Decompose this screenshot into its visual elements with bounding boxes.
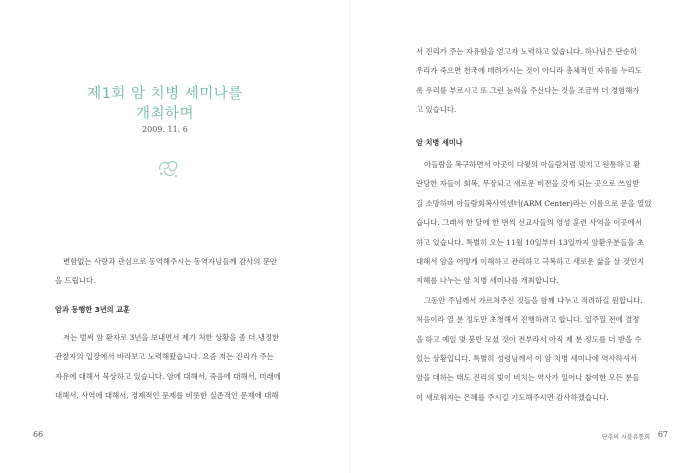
right-intro-paragraph — [416, 42, 662, 120]
text-line: 있는 상황입니다. 특별히 성령님께서 이 암 치병 세미나에 역사하셔서 — [416, 354, 638, 364]
text-line: 대해서, 사역에 대해서, 경제적인 문제를 비롯한 실존적인 문제에 대해 — [55, 391, 279, 401]
title-line-1: 제1회 암 치병 세미나를 — [87, 86, 243, 102]
text-line: 관찰자의 입장에서 바라보고 노력해왔습니다. 요즘 저는 진리가 주는 — [55, 352, 274, 362]
text-line: 저는 벌써 암 환자로 3년을 보내면서 제가 처한 상황을 좀 더 냉정한 — [63, 333, 280, 342]
text-line: 이 새로워지는 은혜를 주시길 기도해주시면 감사하겠습니다. — [416, 392, 609, 402]
title-line-2: 개최하며 — [135, 106, 195, 122]
flourish-ornament-icon — [155, 156, 181, 180]
left-body-paragraph — [55, 328, 295, 406]
section-heading-lessons: 암과 동행한 3년의 교훈 — [55, 305, 130, 314]
text-line: 지혜를 나누는 암 치병 세미나를 개최합니다. — [416, 276, 559, 286]
text-line: 록 우리를 부르시고 또 그런 능력을 주신다는 것을 조금씩 더 경험해가 — [416, 85, 640, 95]
page-number-right: 67 — [657, 430, 668, 439]
text-line: 고 있습니다. — [416, 105, 457, 115]
date: 2009. 11. 6 — [142, 125, 188, 134]
text-line: 하고 있습니다. 특별히 오는 11월 10일부터 13일까지 암환우분들을 초 — [416, 237, 644, 247]
text-line: 아들람을 복구하면서 아곳이 다윗의 아들람처럼 빚지고 원통하고 환 — [424, 160, 641, 169]
text-line: 그동안 주님께서 가르쳐주신 것들을 함께 나누고 적려하길 원합니다. — [424, 295, 643, 305]
right-body-paragraph — [416, 155, 662, 407]
text-line: 처음이라 열 분 정도만 초청해서 진행하려고 합니다. 일주일 전에 결정 — [416, 315, 640, 325]
text-line: 변함없는 사랑과 관심으로 동역해주시는 동역자님들께 감사의 문안 — [63, 257, 278, 266]
text-line: 대해서 암을 어떻게 이해하고 관리하고 극복하고 새로운 삶을 살 것인지 — [416, 257, 645, 267]
page-number-left: 66 — [33, 430, 44, 439]
running-header: 단추의 시블유통회 — [601, 434, 650, 441]
left-intro-paragraph — [55, 252, 295, 291]
text-line: 길 소망하며 아들람회복사역센터(ARM Center)라는 이름으로 문을 열었 — [416, 198, 652, 208]
text-line: 을 하고 예일 몇 붕만 모셨 것이 전부라서 아직 제 분 정도를 더 받을 수 — [416, 334, 642, 344]
text-line: 란당한 자들이 회복, 무장되고 새로운 비전을 갖게 되는 곳으로 쓰임받 — [416, 179, 640, 189]
section-heading-seminar: 암 치병 세미나 — [416, 138, 463, 147]
text-line: 서 진리가 주는 자유함을 얻고자 노력하고 있습니다. 하나님은 단순히 — [416, 47, 638, 56]
text-line: 습니다. 그래서 한 달에 한 번씩 선교사들의 영성 훈련 사역을 이곳에서 — [416, 218, 642, 228]
text-line: 자유에 대해서 묵상하고 있습니다. 암에 대해서, 죽음에 대해서, 미래에 — [55, 371, 281, 381]
text-line: 을 드립니다. — [55, 276, 96, 286]
right-page — [350, 0, 700, 473]
text-line: 암을 대하는 태도 진리의 빛이 비치는 역사가 일어나 참여한 모든 분들 — [416, 373, 640, 383]
text-line: 우리가 죽으면 천국에 데려가시는 것이 아니라 총체적인 자유를 누리도 — [416, 66, 642, 76]
